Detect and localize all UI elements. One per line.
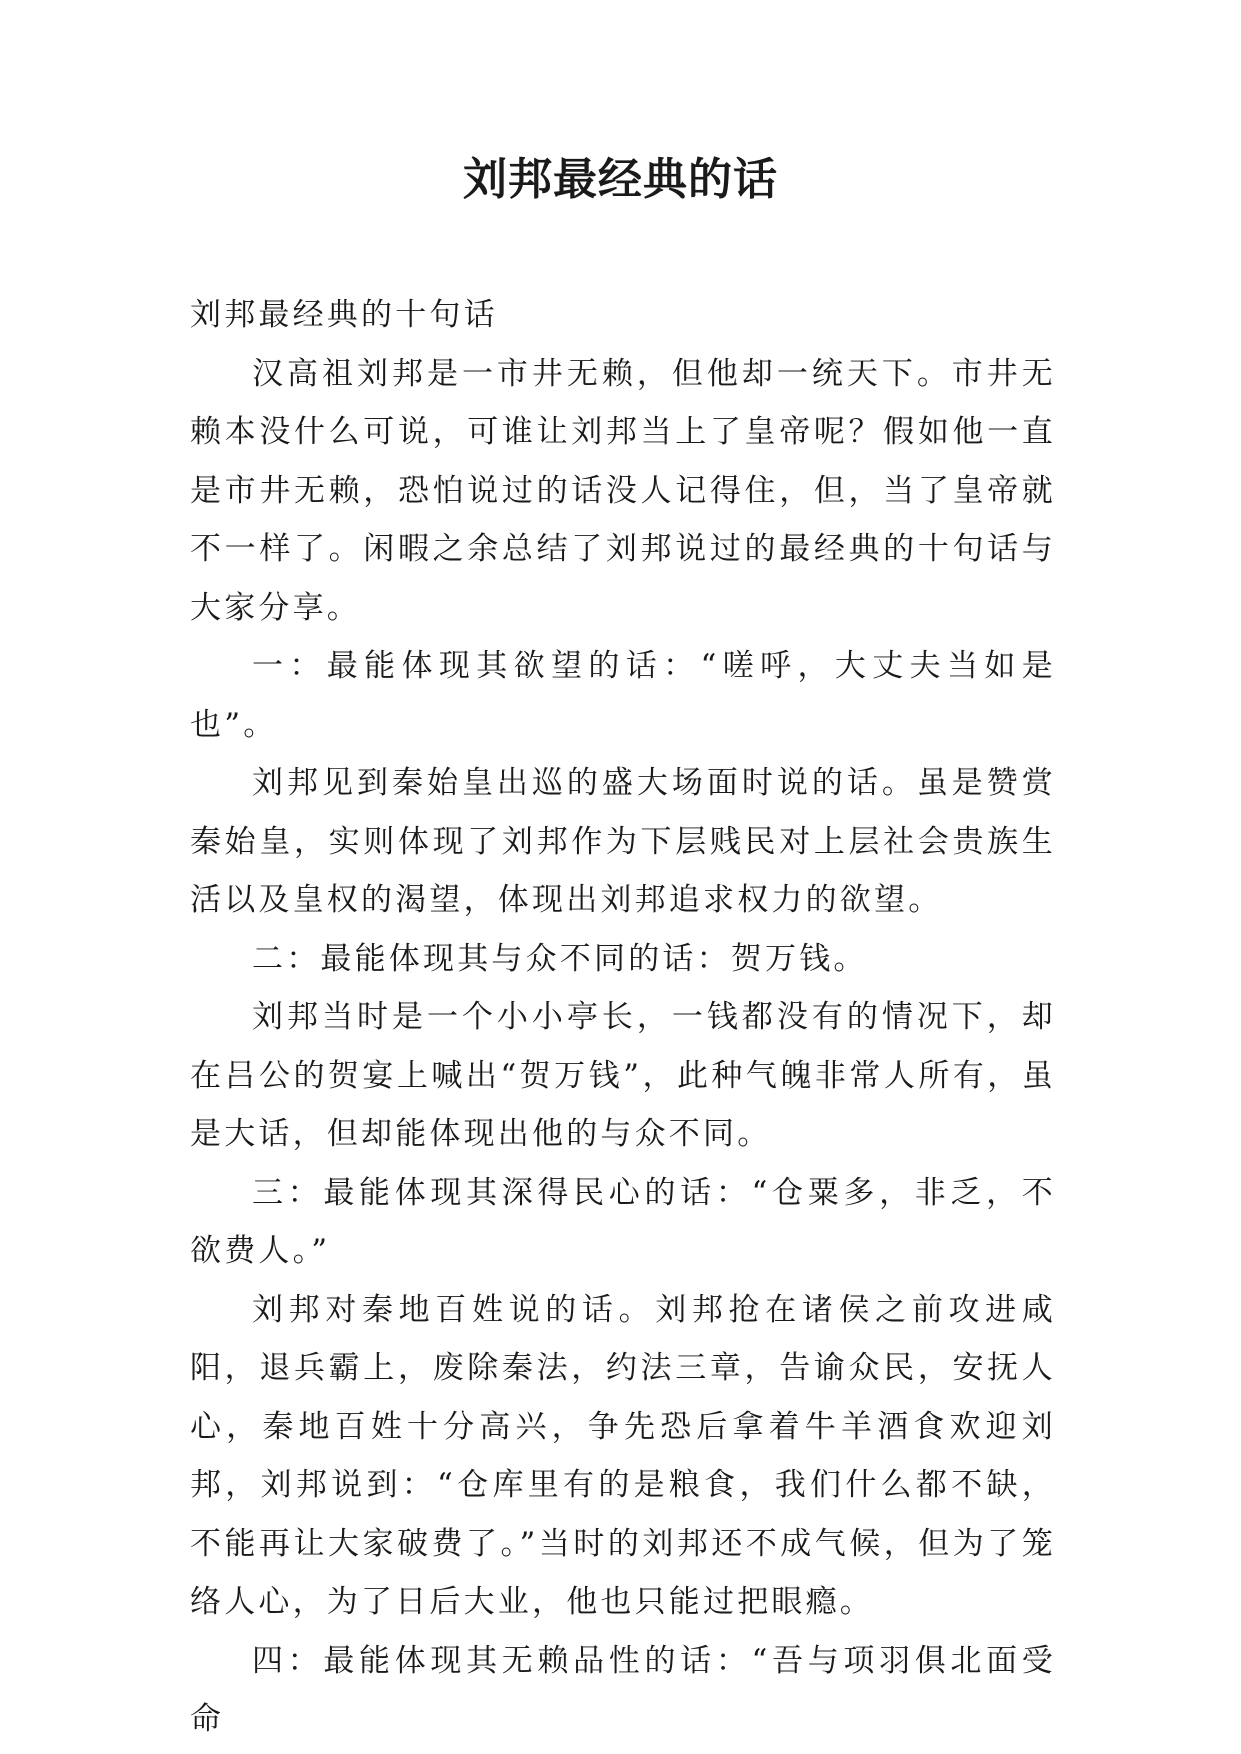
quote-heading-3: 三：最能体现其深得民心的话：“仓粟多，非乏，不欲费人。” (190, 1174, 1056, 1269)
quote-heading-1: 一：最能体现其欲望的话：“嗟呼，大丈夫当如是也”。 (190, 648, 1056, 743)
explanation-paragraph-1: 刘邦见到秦始皇出巡的盛大场面时说的话。虽是赞赏秦始皇，实则体现了刘邦作为下层贱民对上层社会贵族生活以及皇权的渴望，体现出刘邦追求权力的欲望。 (190, 765, 1056, 918)
document-body (190, 286, 1056, 1749)
intro-paragraph: 汉高祖刘邦是一市井无赖，但他却一统天下。市井无赖本没什么可说，可谁让刘邦当上了皇帝呢？假如他一直是市井无赖，恐怕说过的话没人记得住，但，当了皇帝就不一样了。闲暇之余总结了刘邦说过的最经典的十句话与大家分享。 (190, 355, 1056, 626)
quote-heading-2: 二：最能体现其与众不同的话：贺万钱。 (252, 940, 868, 977)
document-title: 刘邦最经典的话 (463, 154, 778, 205)
explanation-paragraph-3: 刘邦对秦地百姓说的话。刘邦抢在诸侯之前攻进咸阳，退兵霸上，废除秦法，约法三章，告谕众民，安抚人心，秦地百姓十分高兴，争先恐后拿着牛羊酒食欢迎刘邦，刘邦说到：“仓库里有的是粮食，我们什么都不缺，不能再让大家破费了。”当时的刘邦还不成气候，但为了笼络人心，为了日后大业，他也只能过把眼瘾。 (190, 1291, 1056, 1620)
subtitle-paragraph: 刘邦最经典的十句话 (190, 297, 498, 333)
explanation-paragraph-2: 刘邦当时是一个小小亭长，一钱都没有的情况下，却在吕公的贺宴上喊出“贺万钱”，此种气魄非常人所有，虽是大话，但却能体现出他的与众不同。 (190, 999, 1056, 1152)
quote-heading-4: 四：最能体现其无赖品性的话：“吾与项羽俱北面受命 (190, 1642, 1056, 1737)
